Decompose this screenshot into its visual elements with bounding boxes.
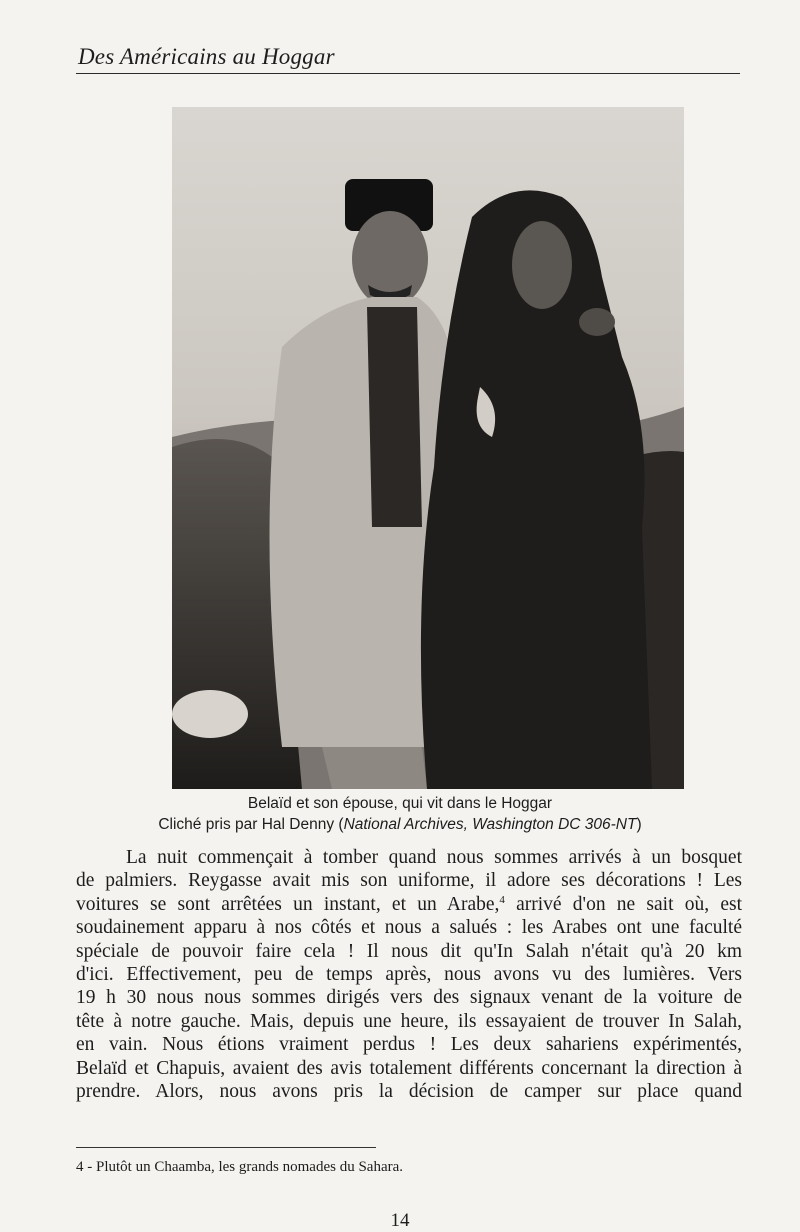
body-line: Belaïd et Chapuis, avaient des avis totalement différents concernant la direction à bbox=[76, 1057, 742, 1079]
photograph bbox=[172, 107, 684, 789]
caption-line-2 bbox=[80, 814, 720, 835]
body-line: La nuit commençait à tomber quand nous sommes arrivés à un bosquet bbox=[126, 847, 742, 868]
caption-line-2-prefix: Cliché pris par Hal Denny ( bbox=[158, 816, 344, 833]
caption-line-1: Belaïd et son épouse, qui vit dans le Hoggar bbox=[247, 795, 553, 812]
body-paragraph bbox=[76, 846, 742, 1103]
body-line: en vain. Nous étions vraiment perdus ! Les deux sahariens expérimentés, bbox=[76, 1034, 742, 1056]
body-line: spéciale de pouvoir faire cela ! Il nous dit qu'In Salah n'était qu'à 20 km bbox=[76, 940, 742, 962]
caption-line-2-suffix: ) bbox=[636, 816, 642, 833]
running-header: Des Américains au Hoggar bbox=[78, 44, 335, 69]
footnote-rule bbox=[76, 1147, 376, 1148]
body-line: prendre. Alors, nous avons pris la décision de camper sur place quand bbox=[76, 1081, 742, 1103]
body-line-part: voitures se sont arrêtées un instant, et un Arabe, bbox=[76, 893, 500, 915]
footnote: 4 - Plutôt un Chaamba, les grands nomades du Sahara. bbox=[76, 1159, 404, 1175]
header-rule bbox=[76, 73, 740, 74]
body-line: tête à notre gauche. Mais, depuis une heure, ils essayaient de trouver In Salah, bbox=[76, 1010, 742, 1032]
body-line: de palmiers. Reygasse avait mis son uniforme, il adore ses décorations ! Les bbox=[76, 870, 742, 892]
body-line-with-footnote bbox=[76, 893, 742, 916]
body-line: d'ici. Effectivement, peu de temps après, nous avons vu des lumières. Vers bbox=[76, 964, 742, 986]
body-line-part: arrivé d'on ne sait où, est bbox=[504, 893, 742, 915]
page-number: 14 bbox=[390, 1210, 410, 1231]
figure-caption bbox=[80, 793, 720, 835]
caption-source: National Archives, Washington DC 306-NT bbox=[343, 816, 637, 833]
photo-illustration bbox=[172, 107, 684, 789]
body-line: 19 h 30 nous nous sommes dirigés vers des signaux venant de la voiture de bbox=[76, 987, 742, 1009]
footnote-reference[interactable]: 4 bbox=[499, 893, 505, 906]
body-line: soudainement apparu à nos côtés et nous a salués : les Arabes ont une faculté bbox=[76, 917, 742, 939]
